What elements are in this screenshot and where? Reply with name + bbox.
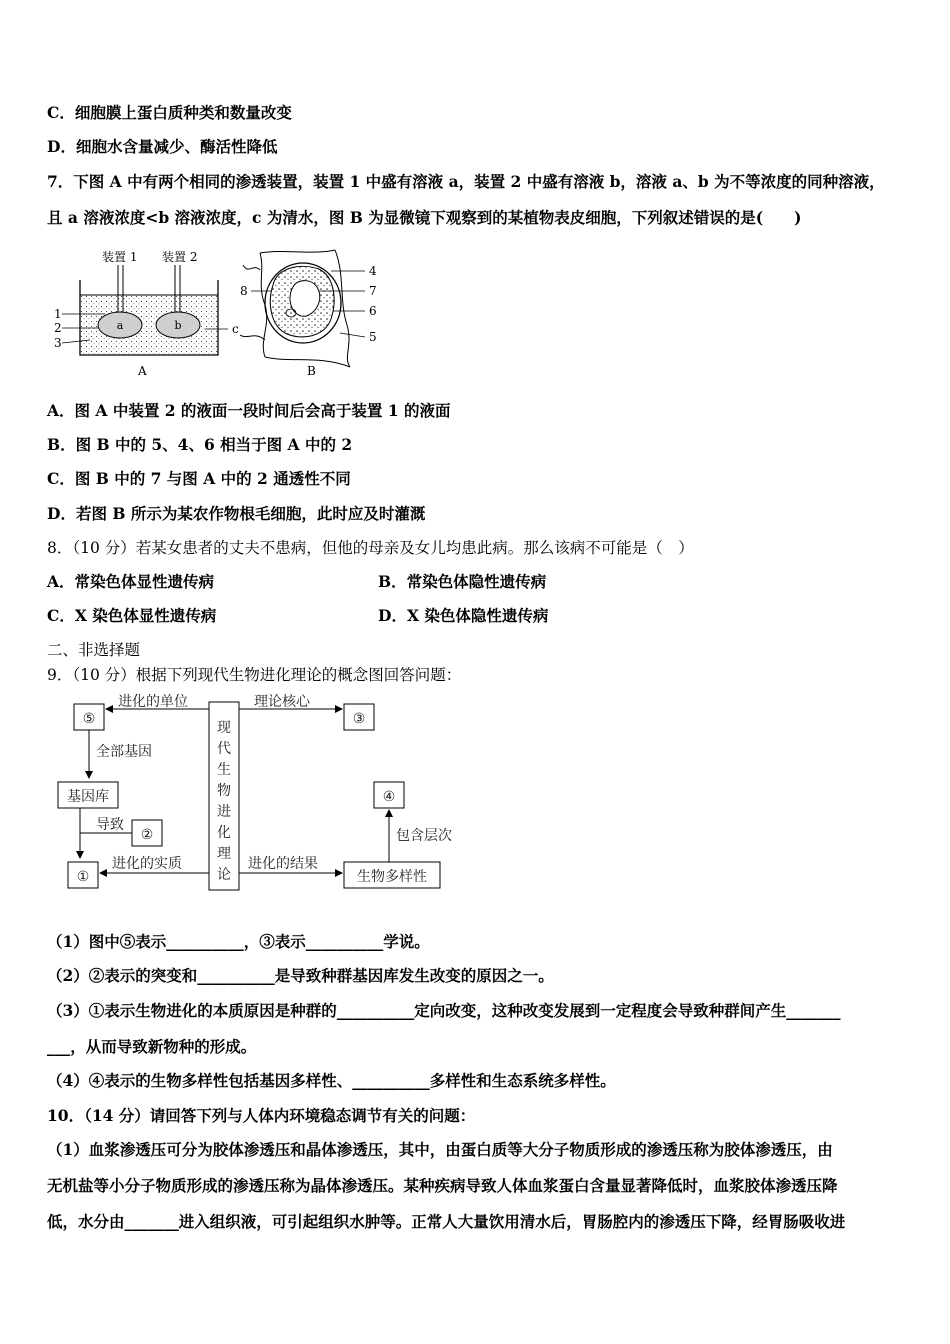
figure-b-caption: B bbox=[307, 364, 316, 378]
q7-option-b: B．图 B 中的 5、4、6 相当于图 A 中的 2 bbox=[47, 435, 353, 454]
label-2: 2 bbox=[54, 321, 62, 335]
q7-option-c: C．图 B 中的 7 与图 A 中的 2 通透性不同 bbox=[47, 469, 351, 488]
q8-option-b: B．常染色体隐性遗传病 bbox=[378, 572, 547, 591]
q9-stem: 9．（10 分）根据下列现代生物进化理论的概念图回答问题： bbox=[47, 666, 462, 684]
svg-text:④: ④ bbox=[382, 789, 396, 805]
q8-stem: 8．（10 分）若某女患者的丈夫不患病，但他的母亲及女儿均患此病。那么该病不可能是（ ） bbox=[47, 539, 694, 557]
label-device-2: 装置 2 bbox=[162, 250, 198, 264]
label-1: 1 bbox=[54, 307, 62, 321]
label-7: 7 bbox=[369, 284, 377, 298]
svg-text:生物多样性: 生物多样性 bbox=[357, 869, 427, 885]
label-cause: 导致 bbox=[96, 817, 124, 833]
figure-a-caption: A bbox=[138, 364, 147, 378]
q7-option-a: A．图 A 中装置 2 的液面一段时间后会高于装置 1 的液面 bbox=[47, 401, 451, 420]
label-levels: 包含层次 bbox=[396, 828, 452, 844]
svg-text:现: 现 bbox=[217, 720, 231, 736]
q7-stem-line1: 7．下图 A 中有两个相同的渗透装置，装置 1 中盛有溶液 a，装置 2 中盛有溶液 b，溶液 a、b 为不等浓度的同种溶液， bbox=[47, 172, 885, 191]
svg-text:理: 理 bbox=[217, 846, 231, 862]
q7-stem-line2: 且 a 溶液浓度<b 溶液浓度，c 为清水，图 B 为显微镜下观察到的某植物表皮细胞，下列叙述错误的是( ) bbox=[47, 208, 802, 227]
q8-option-c: C．X 染色体显性遗传病 bbox=[47, 606, 217, 625]
svg-text:代: 代 bbox=[217, 741, 231, 757]
q9-part-4: （4）④表示的生物多样性包括基因多样性、__________多样性和生态系统多样性。 bbox=[47, 1071, 616, 1090]
q7-option-d: D．若图 B 所示为某农作物根毛细胞，此时应及时灌溉 bbox=[47, 504, 426, 523]
svg-text:基因库: 基因库 bbox=[67, 789, 109, 805]
svg-text:⑤: ⑤ bbox=[82, 711, 96, 727]
label-device-1: 装置 1 bbox=[102, 250, 138, 264]
svg-text:化: 化 bbox=[217, 825, 231, 841]
label-allgenes: 全部基因 bbox=[96, 744, 152, 760]
label-4: 4 bbox=[369, 264, 377, 278]
q10-part-1-line2: 无机盐等小分子物质形成的渗透压称为晶体渗透压。某种疾病导致人体血浆蛋白含量显著降低时，血浆胶体渗透压降 bbox=[47, 1176, 838, 1195]
label-8: 8 bbox=[240, 284, 248, 298]
q8-option-a: A．常染色体显性遗传病 bbox=[47, 572, 215, 591]
figure-b-plant-cell bbox=[235, 245, 385, 380]
svg-text:生: 生 bbox=[217, 762, 231, 778]
q6-option-c: C．细胞膜上蛋白质种类和数量改变 bbox=[47, 103, 292, 122]
label-a: a bbox=[116, 319, 124, 332]
label-5: 5 bbox=[369, 330, 377, 344]
q10-part-1-line1: （1）血浆渗透压可分为胶体渗透压和晶体渗透压，其中，由蛋白质等大分子物质形成的渗透压称为胶体渗透压，由 bbox=[47, 1140, 833, 1159]
label-b: b bbox=[174, 319, 182, 332]
label-unit: 进化的单位 bbox=[118, 694, 188, 710]
q9-part-3-line2: ___，从而导致新物种的形成。 bbox=[47, 1037, 257, 1056]
q9-part-3-line1: （3）①表示生物进化的本质原因是种群的__________定向改变，这种改变发展到一定程度会导致种群间产生_______ bbox=[47, 1001, 841, 1020]
label-essence: 进化的实质 bbox=[112, 856, 182, 872]
label-core: 理论核心 bbox=[254, 694, 310, 710]
section-heading: 二、非选择题 bbox=[47, 641, 141, 659]
label-result: 进化的结果 bbox=[248, 856, 318, 872]
q10-stem: 10．（14 分）请回答下列与人体内环境稳态调节有关的问题： bbox=[47, 1106, 476, 1125]
label-3: 3 bbox=[54, 336, 62, 350]
q9-part-1: （1）图中⑤表示__________，③表示__________学说。 bbox=[47, 932, 430, 951]
q9-part-2: （2）②表示的突变和__________是导致种群基因库发生改变的原因之一。 bbox=[47, 966, 554, 985]
concept-map-diagram bbox=[52, 692, 472, 897]
q6-option-d: D．细胞水含量减少、酶活性降低 bbox=[47, 137, 278, 156]
svg-text:论: 论 bbox=[217, 867, 231, 883]
svg-text:③: ③ bbox=[352, 711, 366, 727]
q8-option-d: D．X 染色体隐性遗传病 bbox=[378, 606, 549, 625]
label-6: 6 bbox=[369, 304, 377, 318]
svg-text:②: ② bbox=[140, 827, 154, 843]
svg-text:进: 进 bbox=[217, 804, 231, 820]
q10-part-1-line3: 低，水分由_______进入组织液，可引起组织水肿等。正常人大量饮用清水后，胃肠腔内的渗透压下降，经胃肠吸收进 bbox=[47, 1212, 846, 1231]
svg-text:①: ① bbox=[76, 869, 90, 885]
figure-a-osmosis-device bbox=[50, 245, 250, 380]
label-c: c bbox=[232, 322, 239, 336]
svg-text:物: 物 bbox=[217, 783, 231, 799]
